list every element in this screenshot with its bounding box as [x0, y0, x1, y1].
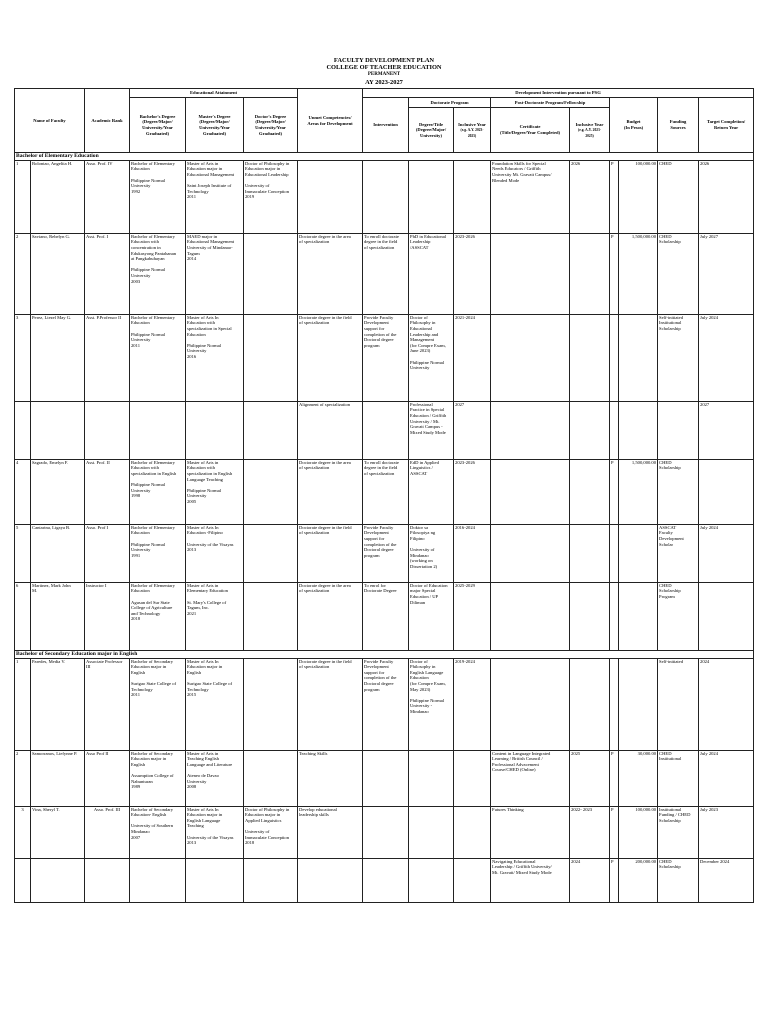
header-certificate: Certificate (Title/Degree/Year Completed) — [491, 108, 570, 153]
table-row — [15, 806, 754, 858]
budget-amount — [619, 314, 658, 401]
post-doc-year — [570, 401, 610, 459]
post-doc-certificate: Content in Language Integrated Learning / British Council / Professional Advacement Course/CHED (Online) — [491, 750, 570, 806]
table-row — [15, 459, 754, 524]
doctorate-year — [454, 160, 491, 233]
faculty-name: Vina, Sheryl T. — [31, 806, 85, 858]
header-inclusive-year-2-note: (e.g. A.Y. 2023- 2025) — [578, 128, 602, 138]
faculty-name: Cantarina, Ligaya B. — [31, 524, 85, 582]
intervention — [363, 401, 409, 459]
doctorate-year: 2025-2029 — [454, 582, 491, 650]
budget-amount: 200,000.00 — [619, 858, 658, 902]
doctorate-degree: Doctor of Philosophy in English Language Education (for Compre Exam, May 2023) Philippine Normal University - Mindanao — [409, 658, 454, 750]
header-inclusive-year-2-label: Inclusive Year — [575, 121, 604, 127]
row-number: 5 — [15, 524, 31, 582]
post-doc-certificate — [491, 314, 570, 401]
budget-amount: 100,000.00 — [619, 160, 658, 233]
unmet-competency: Doctorate degree in the area of specialization — [298, 459, 363, 524]
faculty-name: Sagrado, Emelyn F. — [31, 459, 85, 524]
doctorate-degree: EdD in Applied Linguistics / ASSCAT — [409, 459, 454, 524]
table-row — [15, 233, 754, 314]
section-title-beed: Bachelor of Elementary Education — [15, 153, 754, 161]
budget-amount — [619, 524, 658, 582]
header-target: Target Completion/ Return Year — [699, 98, 754, 153]
doctors-degree: Doctor of Philosophy in Education major in Applied Linguistics University of Immaculate Conception 2018 — [244, 806, 298, 858]
peso-sign — [610, 314, 619, 401]
faculty-name — [31, 858, 85, 902]
header-rank: Academic Rank — [85, 89, 130, 153]
post-doc-year — [570, 459, 610, 524]
row-number: 2 — [15, 750, 31, 806]
table-row — [15, 658, 754, 750]
academic-rank — [85, 858, 130, 902]
header-educational-attainment: Educational Attainment — [130, 89, 298, 98]
doctorate-year — [454, 858, 491, 902]
unmet-competency — [298, 858, 363, 902]
doctors-degree — [244, 582, 298, 650]
post-doc-year — [570, 658, 610, 750]
doctors-degree — [244, 858, 298, 902]
budget-amount — [619, 658, 658, 750]
doctorate-year: 2023-2026 — [454, 459, 491, 524]
target-completion: July 2027 — [699, 233, 754, 314]
post-doc-certificate — [491, 233, 570, 314]
peso-sign — [610, 401, 619, 459]
row-number: 4 — [15, 459, 31, 524]
row-number: 1 — [15, 160, 31, 233]
header-name: Name of Faculty — [15, 89, 85, 153]
faculty-name — [31, 401, 85, 459]
faculty-name: Martinez, Mark John M. — [31, 582, 85, 650]
doctorate-degree — [409, 160, 454, 233]
intervention — [363, 806, 409, 858]
masters-degree — [186, 401, 244, 459]
header-inclusive-year-2 — [570, 108, 610, 153]
post-doc-certificate — [491, 658, 570, 750]
target-completion: July 2024 — [699, 750, 754, 806]
funding-source: Self-initiated — [658, 658, 699, 750]
funding-source: CHED Scholarship Program — [658, 582, 699, 650]
doctors-degree — [244, 750, 298, 806]
doctorate-year — [454, 750, 491, 806]
intervention — [363, 160, 409, 233]
post-doc-certificate: Foundation Skills for Special Needs Educators / Griffith University Mt. Gravatt Campus/ Blended Mode — [491, 160, 570, 233]
status-label: PERMANENT — [367, 72, 401, 77]
intervention: To enroll doctorate degree in the field of specialization — [363, 233, 409, 314]
header-intervention: Intervention — [363, 98, 409, 153]
header-degree-title: Degree/Title (Degree/Major/ University) — [409, 108, 454, 153]
header-development-intervention: Development Intervention pursuant to PSG — [363, 89, 754, 98]
bachelors-degree: Bachelor of Elementary Education Philippine Normal University 1991 — [130, 524, 186, 582]
header-bachelors: Bachelor's Degree (Degree/Major/ University/Year Graduated) — [130, 98, 186, 153]
academic-year: AY 2023-2027 — [365, 79, 403, 86]
target-completion: July 2023 — [699, 806, 754, 858]
unmet-competency: Develop educational leadership skills — [298, 806, 363, 858]
post-doc-year: 2025 — [570, 750, 610, 806]
budget-amount: 1,500,000.00 — [619, 233, 658, 314]
doctorate-degree — [409, 750, 454, 806]
row-number: 3 — [15, 806, 31, 858]
funding-source: CHED Scholarship — [658, 459, 699, 524]
doctorate-year: 2021-2024 — [454, 314, 491, 401]
peso-sign: P — [610, 806, 619, 858]
table-row — [15, 858, 754, 902]
peso-sign: P — [610, 858, 619, 902]
table-row — [15, 401, 754, 459]
intervention — [363, 750, 409, 806]
post-doc-year — [570, 233, 610, 314]
academic-rank: Asst. Prof. I — [85, 233, 130, 314]
intervention: Provide Faculty Development support for completion of the Doctoral degree program — [363, 524, 409, 582]
doctorate-year: 2016-2024 — [454, 524, 491, 582]
section-row-bsed — [15, 650, 754, 658]
unmet-competency: Doctorate degree in the field of specialization — [298, 658, 363, 750]
target-completion: July 2024 — [699, 314, 754, 401]
masters-degree: Master of Arts in Teaching English Language and Literature Ateneo de Davao University 2008 — [186, 750, 244, 806]
post-doc-year: 2022- 2023 — [570, 806, 610, 858]
target-completion: 2026 — [699, 160, 754, 233]
academic-rank: Asst. Prof. II — [85, 459, 130, 524]
doctorate-year: 2019-2024 — [454, 658, 491, 750]
academic-rank: Asso. Prof I — [85, 524, 130, 582]
peso-sign — [610, 582, 619, 650]
bachelors-degree — [130, 401, 186, 459]
academic-rank: Asso. Prof. IV — [85, 160, 130, 233]
header-doctorate-program: Doctorate Program — [409, 98, 491, 108]
target-completion: 2027 — [699, 401, 754, 459]
doctorate-degree — [409, 858, 454, 902]
masters-degree: Master of Arts in Elementary Education St. Mary's College of Tagum, Inc. 2021 — [186, 582, 244, 650]
doctorate-degree: Doctor of Education major Special Education / UP Diliman — [409, 582, 454, 650]
target-completion — [699, 459, 754, 524]
doctorate-year: 2023-2026 — [454, 233, 491, 314]
bachelors-degree — [130, 858, 186, 902]
academic-rank: Asso. Prof. III — [85, 806, 130, 858]
bachelors-degree: Bachelor of Elementary Education Agusan del Sur State College of Agriculture and Technology 2018 — [130, 582, 186, 650]
header-inclusive-year-note: (e.g. A.Y. 2023- 2025) — [460, 128, 484, 138]
post-doc-certificate: Navigating Educational Leadership / Griffith University/ Mt. Gravatt/ Mixed Study Mode — [491, 858, 570, 902]
intervention: To enroll doctorate degree in the field of specialization — [363, 459, 409, 524]
bachelors-degree: Bachelor of Secondary Education major in English Assumption College of Nabunturan 1989 — [130, 750, 186, 806]
header-inclusive-year-label: Inclusive Year — [458, 121, 486, 127]
table-row — [15, 524, 754, 582]
bachelors-degree: Bachelor of Secondary Education major in English Surigao State College of Technology 2011 — [130, 658, 186, 750]
section-title-bsed: Bachelor of Secondary Education major in English — [15, 650, 754, 658]
intervention — [363, 858, 409, 902]
peso-sign: P — [610, 459, 619, 524]
post-doc-certificate — [491, 524, 570, 582]
unmet-competency: Alignment of specialization — [298, 401, 363, 459]
target-completion — [699, 582, 754, 650]
masters-degree: Master of Arts In Education major in English Surigao State College of Technology 2015 — [186, 658, 244, 750]
academic-rank — [85, 401, 130, 459]
doctorate-degree: PhD in Educational Leadership /ASSCAT — [409, 233, 454, 314]
masters-degree: Master of Arts In Education -Filipino University of the Visayas 2013 — [186, 524, 244, 582]
faculty-development-table — [14, 88, 754, 903]
header-budget: Budget (In Pesos) — [610, 98, 658, 153]
doctors-degree: Doctor of Philosophy in Education major in Educational Leadership University of Immaculate Conception 2019 — [244, 160, 298, 233]
funding-source: Institutional Funding / CHED Scholarship — [658, 806, 699, 858]
post-doc-year — [570, 314, 610, 401]
doctorate-year — [454, 806, 491, 858]
row-number: 1 — [15, 658, 31, 750]
budget-amount: 100,000.00 — [619, 806, 658, 858]
doctorate-year: 2027 — [454, 401, 491, 459]
budget-amount: 30,000.00 — [619, 750, 658, 806]
header-inclusive-year — [454, 108, 491, 153]
masters-degree: Master of Arts in Education major in Educational Management Saint Joseph Institute of Technology 2011 — [186, 160, 244, 233]
masters-degree: Master of Arts In Education major in English Language Teaching University of the Visayas 2013 — [186, 806, 244, 858]
table-row — [15, 750, 754, 806]
row-number: 2 — [15, 233, 31, 314]
post-doc-certificate — [491, 401, 570, 459]
faculty-name: Saviano, Rebelyn G. — [31, 233, 85, 314]
faculty-name: Paredes, Media V. — [31, 658, 85, 750]
bachelors-degree: Bachelor of Secondary Education- English University of Southern Mindanao 2007 — [130, 806, 186, 858]
post-doc-year: 2026 — [570, 160, 610, 233]
header-doctors: Doctor's Degree (Degree/Major/ University/Year Graduated) — [244, 98, 298, 153]
funding-source: Self-initiated Institutional Scholarship — [658, 314, 699, 401]
masters-degree — [186, 858, 244, 902]
budget-amount: 1,500,000.00 — [619, 459, 658, 524]
doctorate-degree — [409, 806, 454, 858]
funding-source: CHED Institutional — [658, 750, 699, 806]
funding-source — [658, 401, 699, 459]
academic-rank: Asst. P.Professor II — [85, 314, 130, 401]
row-number — [15, 401, 31, 459]
post-doc-certificate — [491, 459, 570, 524]
academic-rank: Instructor I — [85, 582, 130, 650]
target-completion: 2024 — [699, 658, 754, 750]
bachelors-degree: Bachelor of Elementary Education Philippine Normal University 2011 — [130, 314, 186, 401]
target-completion: December 2024 — [699, 858, 754, 902]
post-doc-year: 2024 — [570, 858, 610, 902]
bachelors-degree: Bachelor of Elementary Education with specialization in English Philippine Normal University 1998 — [130, 459, 186, 524]
budget-amount — [619, 582, 658, 650]
doctors-degree — [244, 401, 298, 459]
peso-sign: P — [610, 160, 619, 233]
bachelors-degree: Bachelor of Elementary Education with concentration in Edukasyong Pantahanan at Pangkabuhayan Philippine Normal University 2003 — [130, 233, 186, 314]
header-masters: Master's Degree (Degree/Major/ University/Year Graduated) — [186, 98, 244, 153]
unmet-competency: Doctorate degree in the area of specialization — [298, 582, 363, 650]
post-doc-year — [570, 524, 610, 582]
intervention: Provide Faculty Development support for completion of the Doctoral degree program — [363, 658, 409, 750]
unmet-competency: Doctorate degree in the area of specialization — [298, 233, 363, 314]
header-unmet: Unmet Competencies/ Areas for Development — [298, 89, 363, 153]
doctors-degree — [244, 314, 298, 401]
row-number: 6 — [15, 582, 31, 650]
intervention: Provide Faculty Development support for completion of the Doctoral degree program — [363, 314, 409, 401]
doctorate-degree: Doctor of Philosophy in Educational Leadership and Management (for Compre Exam, June 2023) Philippine Normal University — [409, 314, 454, 401]
unmet-competency: Doctorate degree in the field of specialization — [298, 524, 363, 582]
budget-amount — [619, 401, 658, 459]
doctors-degree — [244, 459, 298, 524]
masters-degree: Master of Arts in Education with specialization in English Language Teaching Philippine Normal University 2005 — [186, 459, 244, 524]
doctors-degree — [244, 658, 298, 750]
faculty-name: Samorranos, Liefynne P. — [31, 750, 85, 806]
unmet-competency — [298, 160, 363, 233]
table-row — [15, 582, 754, 650]
peso-sign: P — [610, 750, 619, 806]
masters-degree: Master of Arts In Education with specialization in Special Education Philippine Normal University 2016 — [186, 314, 244, 401]
academic-rank: Associate Professor III — [85, 658, 130, 750]
peso-sign — [610, 524, 619, 582]
doctorate-degree: Professional Practice in Special Education / Griffith University / Mt. Gravatt Campus - Mixed Study Mode — [409, 401, 454, 459]
post-doc-certificate — [491, 582, 570, 650]
doc-title: FACULTY DEVELOPMENT PLAN — [333, 57, 435, 64]
peso-sign — [610, 658, 619, 750]
college-name: COLLEGE OF TEACHER EDUCATION — [326, 64, 442, 71]
faculty-name: Perez, Liezel May G. — [31, 314, 85, 401]
section-row-beed — [15, 153, 754, 161]
funding-source: CHED Scholarship — [658, 233, 699, 314]
post-doc-certificate: Futures Thinking — [491, 806, 570, 858]
unmet-competency: Doctorate degree in the field of specialization — [298, 314, 363, 401]
bachelors-degree: Bachelor of Elementary Education Philippine Normal University 1992 — [130, 160, 186, 233]
unmet-competency: Teaching Skills — [298, 750, 363, 806]
faculty-name: Bolontao, Angelita H. — [31, 160, 85, 233]
header-funding: Funding Sources — [658, 98, 699, 153]
table-row — [15, 160, 754, 233]
funding-source: CHED — [658, 160, 699, 233]
row-number — [15, 858, 31, 902]
masters-degree: MAED major in Educational Management University of Mindanao- Tagum 2014 — [186, 233, 244, 314]
peso-sign: P — [610, 233, 619, 314]
table-row — [15, 314, 754, 401]
academic-rank: Asso Prof II — [85, 750, 130, 806]
doctors-degree — [244, 524, 298, 582]
post-doc-year — [570, 582, 610, 650]
doctorate-degree: Doktor sa Pilosopiya ng Filipino University of Mindanao (working on Dissertation 2) — [409, 524, 454, 582]
doctors-degree — [244, 233, 298, 314]
funding-source: ASSCAT Faculty Development Scholar — [658, 524, 699, 582]
target-completion: July 2024 — [699, 524, 754, 582]
intervention: To enrol for Doctorate Degree — [363, 582, 409, 650]
row-number: 3 — [15, 314, 31, 401]
header-post-doctorate: Post-Doctorate Program/Fellowship — [491, 98, 610, 108]
funding-source: CHED Scholarship — [658, 858, 699, 902]
